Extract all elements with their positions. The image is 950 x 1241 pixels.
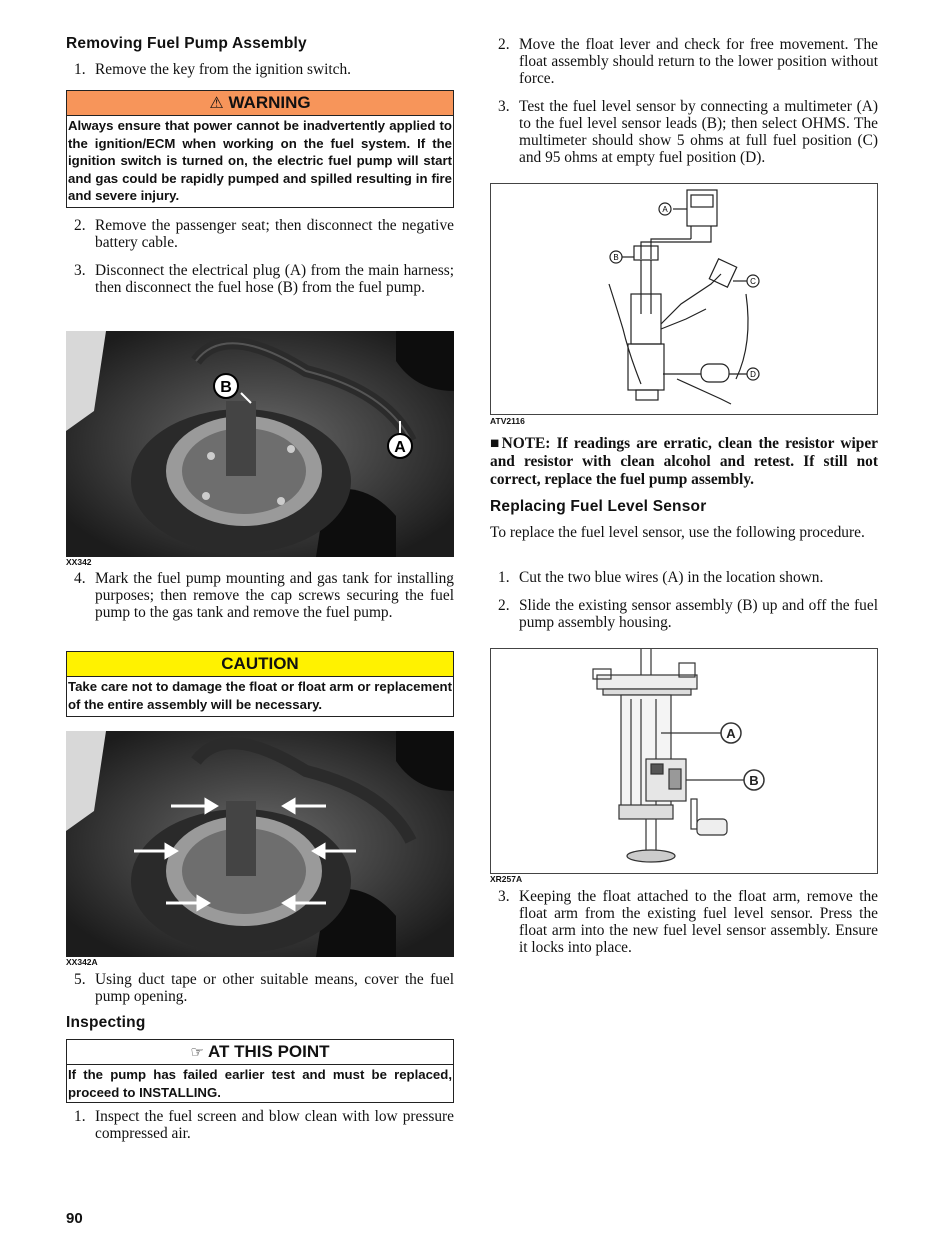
pointing-hand-icon: ☞ (190, 1044, 204, 1061)
warning-box (66, 90, 454, 208)
step-remove-seat: 2. Remove the passenger seat; then disconnect the negative battery cable. (74, 217, 454, 251)
warning-body: Always ensure that power cannot be inadvertently applied to the ignition/ECM when working on the fuel system. If the ignition switch is turned on, the electric fuel pump will start and gas could be rapidly pumped and spilled resulting in fire and severe injury. (68, 118, 452, 204)
sensor-assembly-diagram (490, 648, 878, 874)
photo1-label-b: B (220, 379, 232, 396)
diagram1-label-d: D (750, 370, 756, 379)
warning-title: WARNING (228, 93, 311, 112)
note-text: NOTE: If readings are erratic, clean the resistor wiper and resistor with clean alcohol and retest. If still not correct, replace the fuel pump assembly. (490, 435, 878, 488)
diagram1-label-a: A (662, 205, 668, 214)
fuel-pump-photo-illustration (66, 331, 454, 557)
caution-body: Take care not to damage the float or float arm or replacement of the entire assembly will be necessary. (68, 679, 452, 712)
note-erratic-readings (490, 435, 878, 489)
warning-header (67, 91, 453, 116)
diagram2-caption: XR257A (490, 874, 523, 884)
at-this-point-header (67, 1040, 453, 1065)
step-inspect-screen: 1. Inspect the fuel screen and blow clean with low pressure compressed air. (74, 1108, 454, 1142)
cap-screws-photo-illustration (66, 731, 454, 957)
step-mark-fuel-pump: 4. Mark the fuel pump mounting and gas tank for installing purposes; then remove the cap screws securing the fuel pump to the gas tank and remove the fuel pump. (74, 570, 454, 621)
at-this-point-box (66, 1039, 454, 1103)
step-move-float-lever: 2. Move the float lever and check for free movement. The float assembly should return to the lower position without force. (498, 36, 878, 87)
diagram2-label-b: B (749, 773, 759, 788)
warning-triangle-icon: ⚠ (209, 95, 224, 112)
replace-intro: To replace the fuel level sensor, use the following procedure. (490, 524, 865, 541)
multimeter-diagram-illustration (491, 184, 877, 414)
sensor-assembly-diagram-illustration (491, 649, 877, 873)
step-cut-wires: 1. Cut the two blue wires (A) in the location shown. (498, 569, 824, 586)
diagram2-label-a: A (726, 726, 736, 741)
diagram1-caption: ATV2116 (490, 416, 525, 426)
diagram1-label-b: B (613, 253, 619, 262)
fuel-pump-photo (66, 331, 454, 557)
page-number: 90 (66, 1210, 83, 1227)
photo1-caption: XX342 (66, 557, 92, 567)
step-test-sensor: 3. Test the fuel level sensor by connecting a multimeter (A) to the fuel level sensor leads (B); then select OHMS. The multimeter should show 5 ohms at full fuel position (C) and 95 ohms at empty fuel position (D). (498, 98, 878, 166)
step-disconnect-plug: 3. Disconnect the electrical plug (A) from the main harness; then disconnect the fuel hose (B) from the fuel pump. (74, 262, 454, 296)
diagram1-label-c: C (750, 277, 756, 286)
cap-screws-photo (66, 731, 454, 957)
caution-header: CAUTION (67, 652, 453, 677)
step-slide-sensor: 2. Slide the existing sensor assembly (B) up and off the fuel pump assembly housing. (498, 597, 878, 631)
caution-box (66, 651, 454, 717)
note-bullet-icon: ■ (490, 435, 502, 452)
photo2-caption: XX342A (66, 957, 98, 967)
step-remove-key: 1. Remove the key from the ignition switch. (74, 61, 352, 78)
at-this-point-title: AT THIS POINT (208, 1042, 330, 1061)
multimeter-diagram (490, 183, 878, 415)
heading-inspecting: Inspecting (66, 1014, 146, 1031)
at-this-point-body: If the pump has failed earlier test and must be replaced, proceed to INSTALLING. (68, 1067, 452, 1100)
step-cover-opening: 5. Using duct tape or other suitable means, cover the fuel pump opening. (74, 971, 454, 1005)
photo1-label-a: A (394, 439, 406, 456)
heading-removing-fuel-pump: Removing Fuel Pump Assembly (66, 35, 307, 52)
heading-replacing-sensor: Replacing Fuel Level Sensor (490, 498, 707, 515)
step-remove-float-arm: 3. Keeping the float attached to the float arm, remove the float arm from the existing fuel level sensor. Press the float arm into the new fuel level sensor assembly. Ensure it locks into place. (498, 888, 878, 956)
